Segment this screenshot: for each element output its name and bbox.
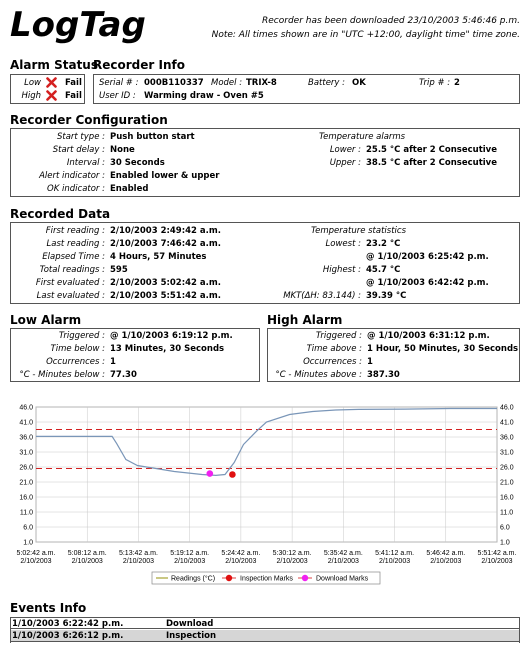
- legend-download-swatch: [302, 575, 308, 581]
- x-tick-time: 5:02:42 a.m.: [16, 550, 56, 557]
- high-triggered-value: @ 1/10/2003 6:31:12 p.m.: [367, 331, 490, 341]
- event-time: 1/10/2003 6:22:42 p.m.: [12, 619, 124, 629]
- y-tick-label-left: 46.0: [19, 404, 33, 412]
- x-tick-date: 2/10/2003: [327, 558, 359, 565]
- interval-label: Interval :: [66, 158, 105, 168]
- ok-indicator-label: OK indicator :: [47, 184, 105, 194]
- y-tick-label-right: 46.0: [500, 404, 514, 412]
- x-tick-date: 2/10/2003: [71, 558, 103, 565]
- last-evaluated-value: 2/10/2003 5:51:42 a.m.: [110, 291, 221, 301]
- recorder-config-box: [10, 128, 520, 197]
- events-info-title: Events Info: [10, 601, 87, 615]
- elapsed-time-value: 4 Hours, 57 Minutes: [110, 252, 207, 262]
- ok-indicator-value: Enabled: [110, 184, 149, 194]
- degree-minutes-above-value: 387.30: [367, 370, 400, 380]
- recorder-info-title: Recorder Info: [93, 58, 185, 72]
- highest-value: 45.7 °C: [366, 265, 401, 275]
- high-triggered-label: Triggered :: [315, 331, 362, 341]
- mkt-label: MKT(ΔH: 83.144) :: [283, 291, 361, 301]
- y-tick-label-left: 16.0: [19, 494, 33, 502]
- lower-alarm-label: Lower :: [329, 145, 361, 155]
- time-above-value: 1 Hour, 50 Minutes, 30 Seconds: [367, 344, 519, 354]
- legend-inspection-swatch: [226, 575, 232, 581]
- plot-frame: [36, 407, 497, 542]
- low-occurrences-label: Occurrences :: [46, 357, 105, 367]
- lower-alarm-value: 25.5 °C after 2 Consecutive: [366, 145, 497, 155]
- y-tick-label-right: 36.0: [500, 434, 514, 442]
- total-readings-label: Total readings :: [39, 265, 105, 275]
- y-tick-label-left: 21.0: [19, 479, 33, 487]
- y-tick-label-right: 11.0: [500, 509, 514, 517]
- time-below-label: Time below :: [50, 344, 105, 354]
- start-delay-label: Start delay :: [52, 145, 105, 155]
- high-occurrences-value: 1: [367, 357, 373, 367]
- high-alarm-label: High: [21, 91, 41, 101]
- y-tick-label-left: 11.0: [19, 509, 33, 517]
- x-tick-time: 5:51:42 a.m.: [477, 550, 517, 557]
- degree-minutes-above-label: °C - Minutes above :: [275, 370, 362, 380]
- low-alarm-label: Low: [24, 78, 41, 88]
- y-tick-label-left: 41.0: [19, 419, 33, 427]
- event-row-download: [10, 617, 520, 629]
- x-tick-date: 2/10/2003: [225, 558, 257, 565]
- highest-label: Highest :: [322, 265, 361, 275]
- event-time: 1/10/2003 6:26:12 p.m.: [12, 631, 124, 641]
- high-occurrences-label: Occurrences :: [303, 357, 362, 367]
- alarm-status-box: [10, 74, 85, 104]
- x-tick-date: 2/10/2003: [481, 558, 513, 565]
- x-tick-date: 2/10/2003: [174, 558, 206, 565]
- x-tick-time: 5:19:12 a.m.: [170, 550, 210, 557]
- lowest-time: @ 1/10/2003 6:25:42 p.m.: [366, 252, 489, 262]
- low-fail-x-icon: [46, 77, 57, 88]
- y-tick-label-right: 21.0: [500, 479, 514, 487]
- trip-label: Trip # :: [419, 78, 451, 88]
- x-tick-time: 5:46:42 a.m.: [426, 550, 466, 557]
- timezone-note: Note: All times shown are in "UTC +12:00, daylight time" time zone.: [211, 30, 520, 40]
- recorded-data-title: Recorded Data: [10, 207, 111, 221]
- mkt-value: 39.39 °C: [366, 291, 407, 301]
- alert-indicator-value: Enabled lower & upper: [110, 171, 220, 181]
- first-evaluated-value: 2/10/2003 5:02:42 a.m.: [110, 278, 221, 288]
- y-tick-label-left: 31.0: [19, 449, 33, 457]
- serial-label: Serial # :: [99, 78, 139, 88]
- x-tick-date: 2/10/2003: [378, 558, 411, 565]
- low-triggered-value: @ 1/10/2003 6:19:12 p.m.: [110, 331, 233, 341]
- lowest-value: 23.2 °C: [366, 239, 401, 249]
- recorder-config-title: Recorder Configuration: [10, 113, 168, 127]
- y-tick-label-right: 31.0: [500, 449, 514, 457]
- battery-label: Battery :: [308, 78, 346, 88]
- low-alarm-title: Low Alarm: [10, 313, 82, 327]
- serial-value: 000B110337: [144, 78, 204, 88]
- x-tick-time: 5:24:42 a.m.: [221, 550, 261, 557]
- recorded-data-box: [10, 222, 520, 304]
- highest-time: @ 1/10/2003 6:42:42 p.m.: [366, 278, 489, 288]
- x-tick-date: 2/10/2003: [122, 558, 155, 565]
- logtag-logo: LogTag: [10, 5, 146, 45]
- low-occurrences-value: 1: [110, 357, 116, 367]
- x-tick-time: 5:35:42 a.m.: [323, 550, 363, 557]
- legend-download-label: Download Marks: [316, 575, 369, 583]
- y-tick-label-left: 26.0: [19, 464, 33, 472]
- temperature-chart: [0, 395, 530, 595]
- y-tick-label-left: 36.0: [19, 434, 33, 442]
- userid-value: Warming draw - Oven #5: [144, 91, 264, 101]
- high-alarm-box: [267, 328, 520, 382]
- y-tick-label-left: 6.0: [23, 524, 33, 532]
- y-tick-label-right: 6.0: [500, 524, 510, 532]
- elapsed-time-label: Elapsed Time :: [42, 252, 105, 262]
- y-tick-label-right: 41.0: [500, 419, 514, 427]
- x-tick-time: 5:13:42 a.m.: [118, 550, 158, 557]
- event-type: Download: [166, 619, 214, 629]
- x-tick-date: 2/10/2003: [20, 558, 52, 565]
- legend-inspection-label: Inspection Marks: [240, 575, 293, 583]
- x-tick-time: 5:30:12 a.m.: [272, 550, 312, 557]
- low-alarm-value: Fail: [65, 78, 82, 88]
- y-tick-label-right: 1.0: [500, 539, 510, 547]
- y-tick-label-left: 1.0: [23, 539, 33, 547]
- last-reading-value: 2/10/2003 7:46:42 a.m.: [110, 239, 221, 249]
- temperature-statistics-heading: Temperature statistics: [311, 226, 407, 236]
- alert-indicator-label: Alert indicator :: [39, 171, 105, 181]
- start-type-label: Start type :: [56, 132, 105, 142]
- recorder-info-box: [93, 74, 520, 104]
- interval-value: 30 Seconds: [110, 158, 165, 168]
- time-above-label: Time above :: [306, 344, 362, 354]
- event-row-inspection: [10, 630, 520, 642]
- degree-minutes-below-value: 77.30: [110, 370, 137, 380]
- total-readings-value: 595: [110, 265, 128, 275]
- alarm-status-title: Alarm Status: [10, 58, 98, 72]
- upper-alarm-value: 38.5 °C after 2 Consecutive: [366, 158, 497, 168]
- time-below-value: 13 Minutes, 30 Seconds: [110, 344, 225, 354]
- download-mark: [206, 470, 213, 477]
- start-type-value: Push button start: [110, 132, 195, 142]
- event-type: Inspection: [166, 631, 217, 641]
- x-tick-date: 2/10/2003: [276, 558, 308, 565]
- last-evaluated-label: Last evaluated :: [36, 291, 105, 301]
- low-alarm-box: [10, 328, 260, 382]
- start-delay-value: None: [110, 145, 135, 155]
- lowest-label: Lowest :: [325, 239, 361, 249]
- inspection-mark: [229, 471, 236, 478]
- legend-readings-label: Readings (°C): [171, 575, 216, 583]
- high-alarm-value: Fail: [65, 91, 82, 101]
- trip-value: 2: [454, 78, 460, 88]
- last-reading-label: Last reading :: [46, 239, 105, 249]
- y-tick-label-right: 26.0: [500, 464, 514, 472]
- x-tick-time: 5:41:12 a.m.: [375, 550, 415, 557]
- downloaded-note: Recorder has been downloaded 23/10/2003 5:46:46 p.m.: [262, 16, 520, 26]
- high-alarm-title: High Alarm: [267, 313, 343, 327]
- userid-label: User ID :: [99, 91, 136, 101]
- model-value: TRIX-8: [246, 78, 277, 88]
- readings-series-line: [36, 409, 497, 476]
- degree-minutes-below-label: °C - Minutes below :: [19, 370, 105, 380]
- battery-value: OK: [352, 78, 366, 88]
- x-tick-time: 5:08:12 a.m.: [67, 550, 107, 557]
- x-tick-date: 2/10/2003: [430, 558, 462, 565]
- first-reading-label: First reading :: [45, 226, 105, 236]
- high-fail-x-icon: [46, 90, 57, 101]
- low-triggered-label: Triggered :: [58, 331, 105, 341]
- model-label: Model :: [211, 78, 243, 88]
- temperature-alarms-heading: Temperature alarms: [319, 132, 406, 142]
- first-evaluated-label: First evaluated :: [35, 278, 105, 288]
- upper-alarm-label: Upper :: [329, 158, 361, 168]
- y-tick-label-right: 16.0: [500, 494, 514, 502]
- first-reading-value: 2/10/2003 2:49:42 a.m.: [110, 226, 221, 236]
